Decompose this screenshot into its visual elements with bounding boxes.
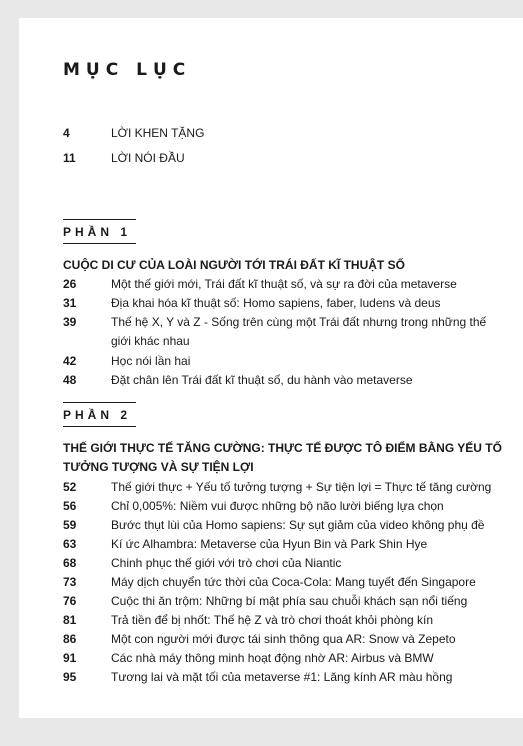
part-heading: THẾ GIỚI THỰC TẾ TĂNG CƯỜNG: THỰC TẾ ĐƯỢC TÔ ĐIỂM BẰNG YẾU TỐ TƯỞNG TƯỢNG VÀ SỰ TIỆN LỢI [63,441,502,474]
toc-entry [63,554,503,573]
entry-title: Học nói lần hai [111,354,191,368]
toc-entry [63,649,503,668]
entry-title: Các nhà máy thông minh hoạt động nhờ AR: Airbus và BMW [111,651,434,665]
entry-title: Một con người mới được tái sinh thông qua AR: Snow và Zepeto [111,632,456,646]
entry-page: 95 [63,670,77,684]
toc-entry [63,497,503,516]
entry-page: 59 [63,518,77,532]
entry-title: Bước thụt lùi của Homo sapiens: Sự sụt giảm của video không phụ đề [111,518,485,532]
entry-page: 81 [63,613,77,627]
toc-page [19,18,523,718]
entry-title: Kí ức Alhambra: Metaverse của Hyun Bin và Park Shin Hye [111,537,428,551]
toc-entry [63,352,503,371]
entry-page: 48 [63,373,77,387]
entry-title: Cuộc thi ăn trộm: Những bí mật phía sau chuỗi khách sạn nổi tiếng [111,594,468,608]
entry-page: 68 [63,556,77,570]
part-rule-bottom [63,243,136,244]
entry-title: Máy dịch chuyển tức thời của Coca-Cola: Mang tuyết đến Singapore [111,575,476,589]
entry-page: 63 [63,537,77,551]
toc-entry [63,275,503,294]
entry-page: 91 [63,651,77,665]
entry-page: 56 [63,499,77,513]
entry-title: Một thế giới mới, Trái đất kĩ thuật số, và sự ra đời của metaverse [111,277,457,291]
entry-page: 76 [63,594,77,608]
toc-title: MỤC LỤC [63,60,192,80]
toc-entry [63,516,503,535]
entry-page: 52 [63,480,77,494]
entry-title: LỜI NÓI ĐẦU [111,151,185,165]
entry-title: Chinh phục thế giới với trò chơi của Niantic [111,556,342,570]
entry-page: 11 [63,151,76,165]
toc-entry [63,611,503,630]
entry-title: Trả tiền để bị nhốt: Thế hệ Z và trò chơi thoát khỏi phòng kín [111,613,434,627]
toc-entry [63,668,503,687]
part-label: PHẦN 1 [63,225,132,239]
toc-entry [63,371,503,390]
entry-page: 26 [63,277,77,291]
toc-entry [63,124,503,143]
entry-page: 4 [63,126,70,140]
toc-entry [63,294,503,313]
part-heading: CUỘC DI CƯ CỦA LOÀI NGƯỜI TỚI TRÁI ĐẤT KĨ THUẬT SỐ [63,258,405,272]
part-label: PHẦN 2 [63,408,132,422]
entry-title: Chỉ 0,005%: Niềm vui được những bộ não lười biếng lựa chọn [111,499,444,513]
part-rule-bottom [63,426,136,427]
entry-page: 73 [63,575,77,589]
entry-page: 39 [63,315,77,329]
toc-entry [63,592,503,611]
toc-entry [63,478,503,497]
toc-entry [63,535,503,554]
toc-entry [63,630,503,649]
entry-title: Đặt chân lên Trái đất kĩ thuật số, du hành vào metaverse [111,373,413,387]
entry-title: Tương lai và mặt tối của metaverse #1: Lăng kính AR màu hồng [111,670,453,684]
entry-page: 86 [63,632,77,646]
part-rule-top [63,219,136,220]
entry-title: Thế giới thực + Yếu tố tưởng tượng + Sự tiện lợi = Thực tế tăng cường [111,480,492,494]
toc-entry [63,149,503,168]
toc-entry [63,573,503,592]
entry-title: LỜI KHEN TẶNG [111,126,205,140]
entry-title: Địa khai hóa kĩ thuật số: Homo sapiens, faber, ludens và deus [111,296,441,310]
entry-title: Thế hệ X, Y và Z - Sống trên cùng một Trái đất nhưng trong những thế giới khác nhau [111,315,487,348]
part-rule-top [63,402,136,403]
toc-entry [63,313,503,351]
entry-page: 31 [63,296,77,310]
entry-page: 42 [63,354,77,368]
